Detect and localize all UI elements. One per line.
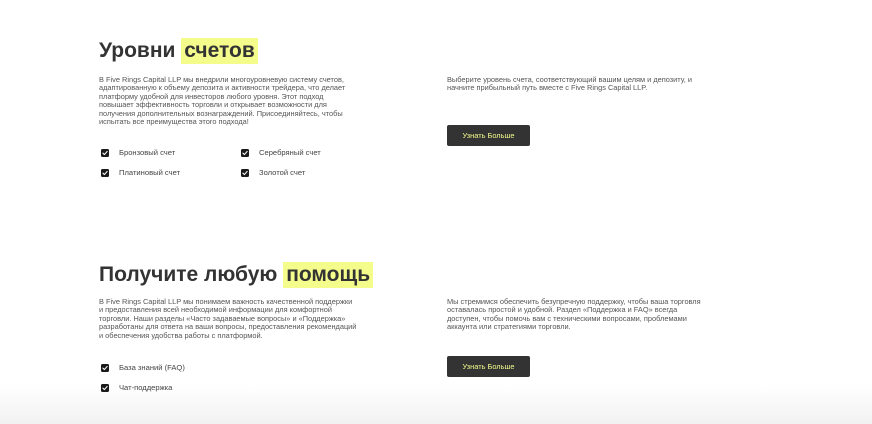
checklist-item-chat[interactable] bbox=[101, 383, 172, 392]
account-levels-section bbox=[99, 36, 799, 177]
checklist-item-label: Чат-поддержка bbox=[119, 383, 173, 392]
support-section bbox=[99, 260, 799, 392]
support-title bbox=[99, 260, 799, 290]
checklist-item-bronze[interactable] bbox=[101, 148, 175, 157]
account-levels-title-plain: Уровни bbox=[99, 39, 182, 62]
checkbox-checked-icon[interactable] bbox=[241, 169, 249, 177]
checklist-item-label: Серебряный счет bbox=[259, 148, 321, 157]
account-levels-title bbox=[99, 36, 799, 66]
account-levels-description: В Five Rings Capital LLP мы внедрили многоуровневую систему счетов, адаптированную к объему депозита и активности трейдера, что делает платформу удобной для инвесторов любого уровня. Этот подход повышает эффективность торговли и открывает возможности для получения дополнительных вознаграждений. Присоединяйтесь, чтобы испытать все преимущества этого подхода! bbox=[99, 75, 346, 127]
support-title-highlight: помощь bbox=[283, 262, 373, 288]
checklist-item-label: Золотой счет bbox=[259, 168, 306, 177]
checklist-item-gold[interactable] bbox=[241, 168, 305, 177]
support-description: В Five Rings Capital LLP мы понимаем важность качественной поддержки и предоставления всей необходимой информации для комфортной торговли. Наши разделы «Часто задаваемые вопросы» и «Поддержка» разработаны для ответа на ваши вопросы, предоставления рекомендаций и обеспечения удобства работы с платформой. bbox=[99, 297, 357, 340]
account-levels-title-highlight: счетов bbox=[181, 38, 257, 64]
checkbox-checked-icon[interactable] bbox=[241, 149, 249, 157]
support-title-plain: Получите любую bbox=[99, 263, 284, 286]
checklist-item-label: Бронзовый счет bbox=[119, 148, 176, 157]
account-levels-learn-more-button[interactable]: Узнать Больше bbox=[447, 125, 530, 146]
checklist-item-faq[interactable] bbox=[101, 363, 185, 372]
checkbox-checked-icon[interactable] bbox=[101, 149, 109, 157]
support-right-text: Мы стремимся обеспечить безупречную поддержку, чтобы ваша торговля оставалась простой и удобной. Раздел «Поддержка и FAQ» всегда доступен, чтобы помочь вам с техническими вопросами, проблемами аккаунта или стратегиями торговли. bbox=[447, 297, 701, 332]
checklist-item-label: Платиновый счет bbox=[119, 168, 181, 177]
checkbox-checked-icon[interactable] bbox=[101, 384, 109, 392]
checklist-item-platinum[interactable] bbox=[101, 168, 180, 177]
checkbox-checked-icon[interactable] bbox=[101, 169, 109, 177]
support-learn-more-button[interactable]: Узнать Больше bbox=[447, 356, 530, 377]
checkbox-checked-icon[interactable] bbox=[101, 364, 109, 372]
checklist-item-silver[interactable] bbox=[241, 148, 321, 157]
checklist-item-label: База знаний (FAQ) bbox=[119, 363, 185, 372]
account-levels-right-text: Выберите уровень счета, соответствующий вашим целям и депозиту, и начните прибыльный путь вместе с Five Rings Capital LLP. bbox=[447, 75, 692, 93]
